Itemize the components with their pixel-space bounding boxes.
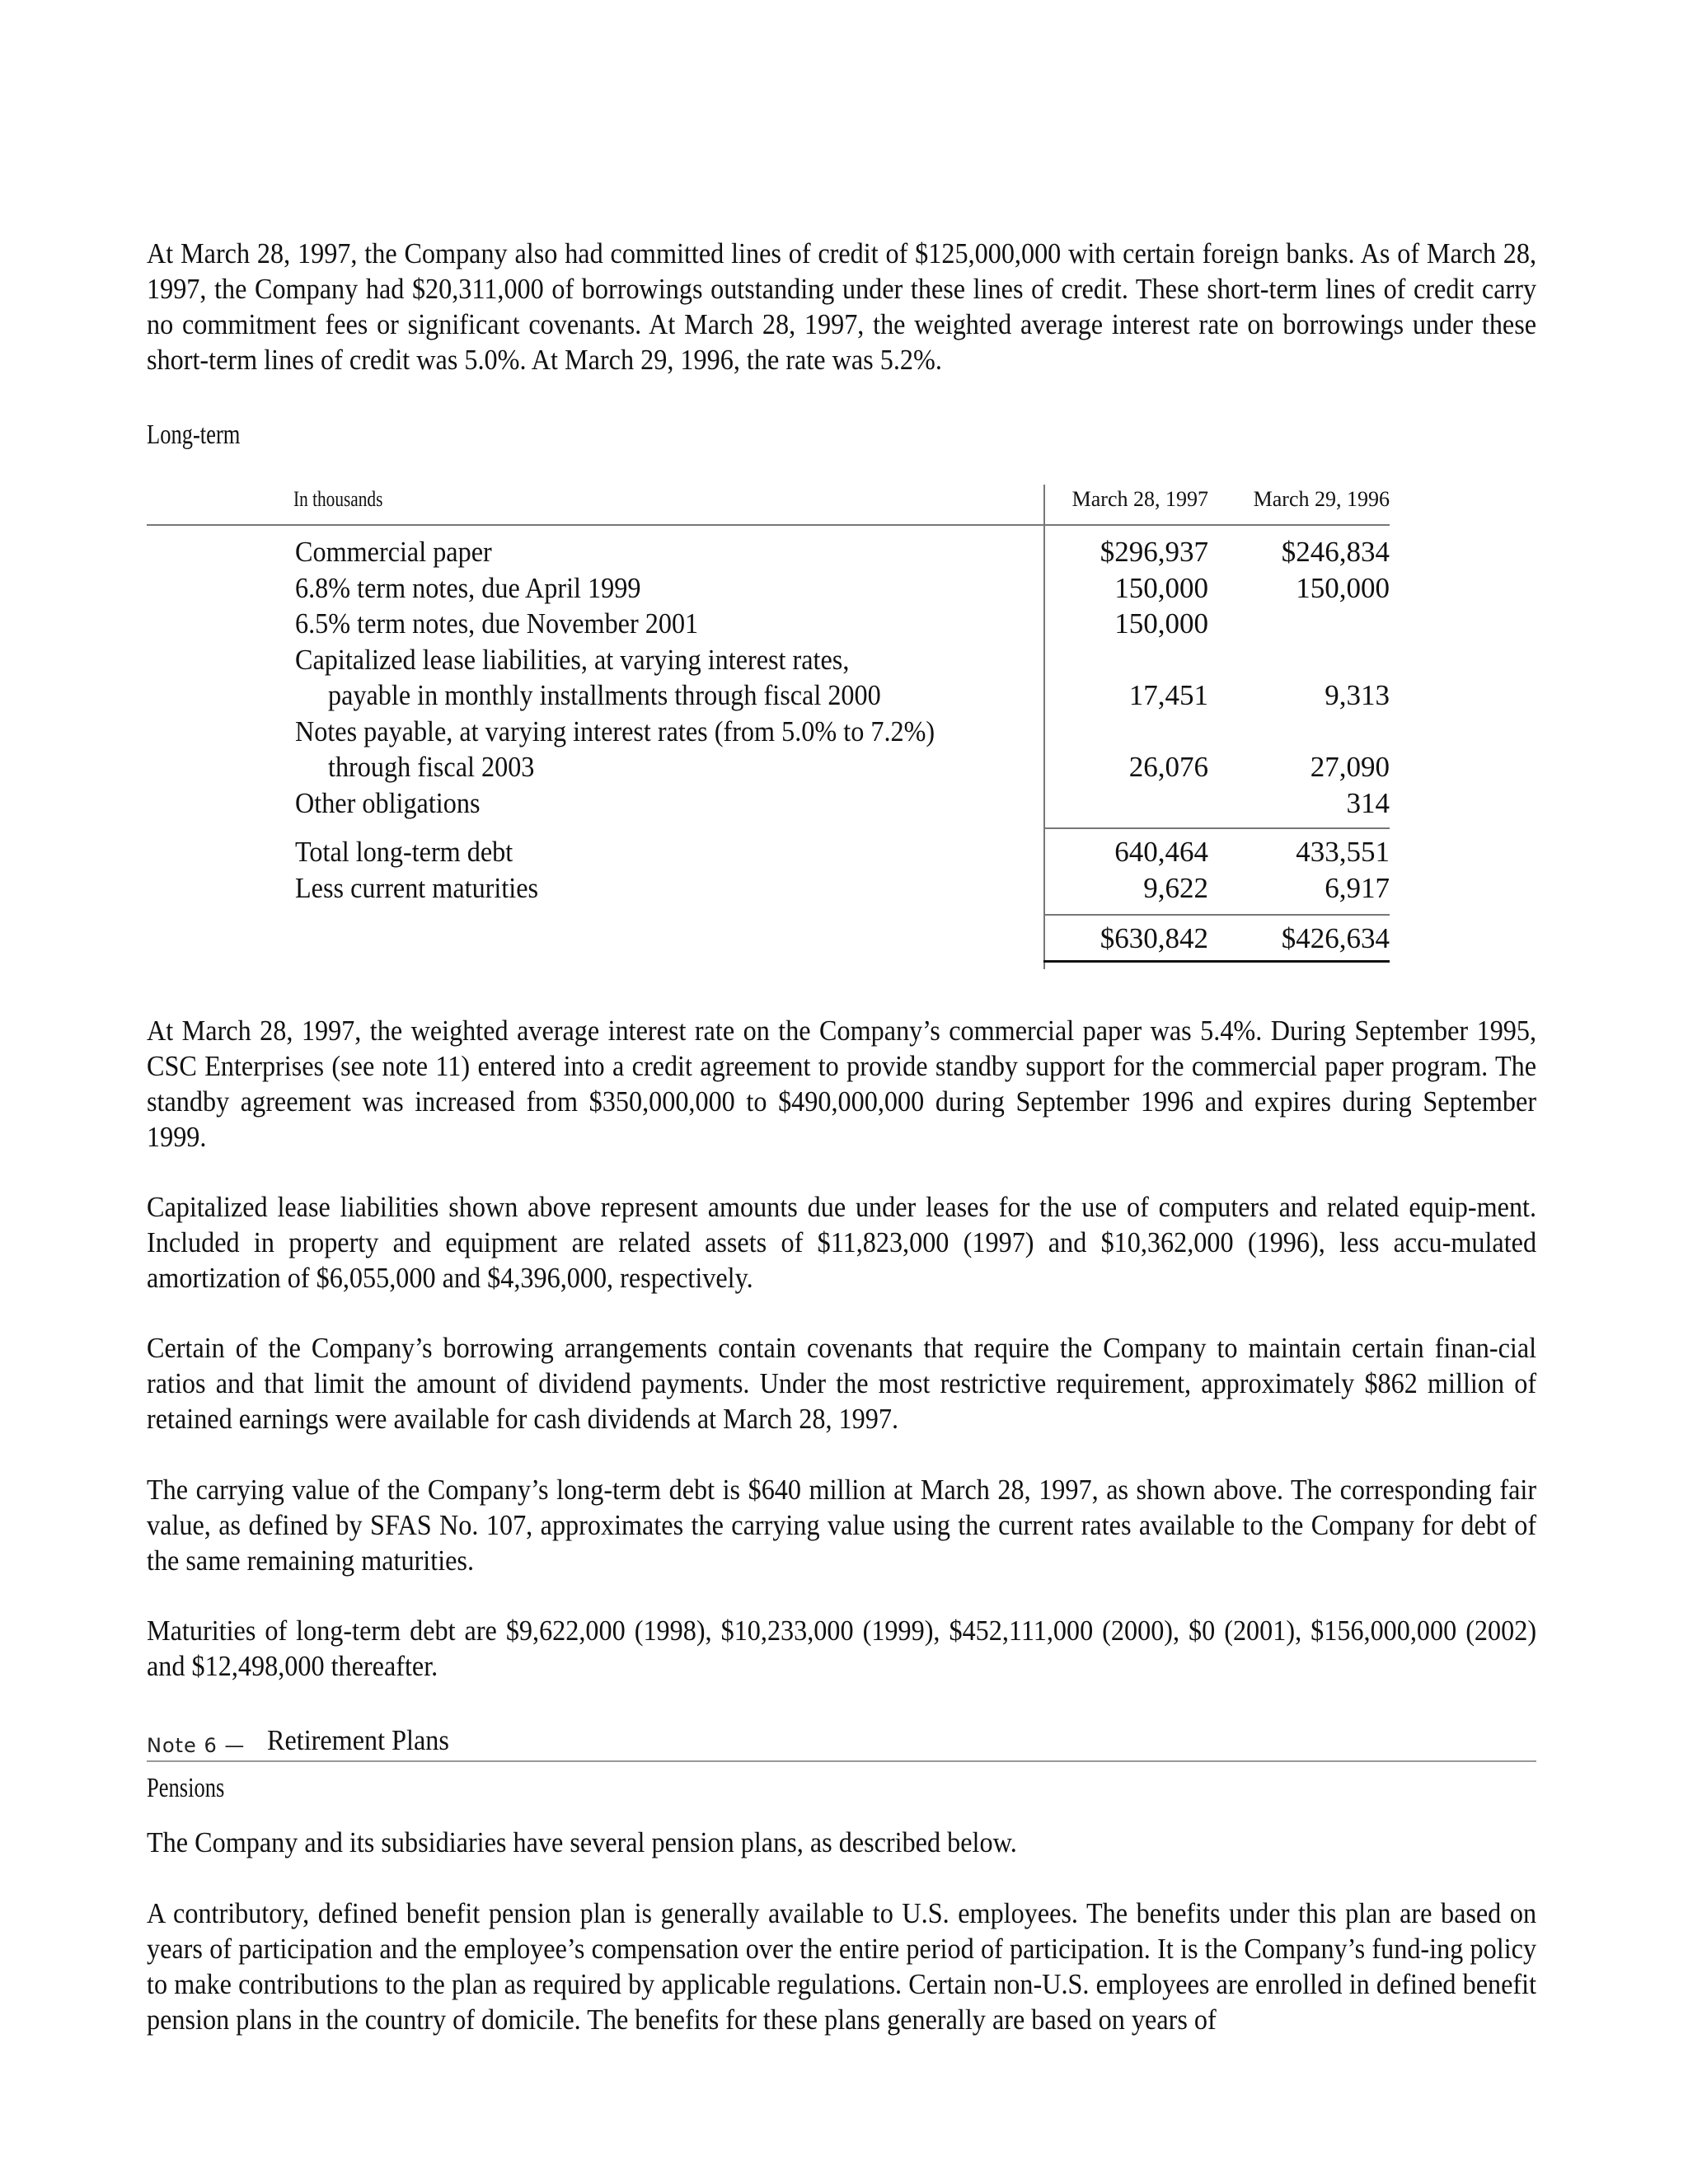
paragraph-pensions-detail: A contributory, defined benefit pension plan is generally available to U.S. employees. The benefits under this plan are based on years of participation and the employee’s compensation over the entire period of participation. It is the Company’s fund-ing policy to make contributions to the plan as required by applicable regulations. Certain non-U.S. employees are enrolled in defined benefit pension plans in the country of domicile. The benefits for these plans generally are based on years of <box>147 1897 1537 2036</box>
note-6-heading <box>147 1724 1536 1762</box>
double-rule <box>1043 960 1390 963</box>
row-value-1996: 9,313 <box>1325 679 1390 711</box>
table-row <box>147 677 1390 714</box>
table-header <box>147 485 1390 526</box>
table-row <box>147 785 1390 822</box>
total-row <box>147 870 1390 907</box>
total-description: Total long-term debt <box>295 836 513 868</box>
unit-label: In thousands <box>293 487 383 511</box>
row-value-1996: $246,834 <box>1281 536 1390 568</box>
row-value-1996: 314 <box>1346 786 1390 819</box>
paragraph-capitalized-lease: Capitalized lease liabilities shown above represent amounts due under leases for the use of computers and related equip-ment. Included in property and equipment are related assets of $11,823,000 (1997) and $10,362,000 (1996), less accu-mulated amortization of $6,055,000 and $4,396,000, respectively. <box>147 1191 1537 1294</box>
paragraph-carrying-value: The carrying value of the Company’s long-term debt is $640 million at March 28, 1997, as shown above. The corresponding fair value, as defined by SFAS No. 107, approximates the carrying value using the current rates available to the Company for debt of the same remaining maturities. <box>147 1474 1537 1577</box>
table-row <box>147 642 1390 678</box>
table-row <box>147 606 1390 642</box>
total-value-1997: 640,464 <box>1114 836 1208 868</box>
net-rule <box>1043 914 1390 916</box>
total-row <box>147 834 1390 870</box>
row-value-1997: 150,000 <box>1114 571 1208 604</box>
row-description: 6.8% term notes, due April 1999 <box>295 571 641 604</box>
table-row <box>147 534 1390 570</box>
column-header-1997: March 28, 1997 <box>1071 487 1208 511</box>
row-description: 6.5% term notes, due November 2001 <box>295 607 699 640</box>
table-row <box>147 749 1390 785</box>
row-value-1997: 17,451 <box>1128 679 1208 711</box>
pensions-heading: Pensions <box>147 1773 225 1803</box>
row-description: Notes payable, at varying interest rates (from 5.0% to 7.2%) <box>295 715 935 748</box>
row-description: Capitalized lease liabilities, at varying interest rates, <box>295 643 850 676</box>
note-number: Note 6 — <box>147 1734 246 1757</box>
total-value-1996: 433,551 <box>1296 836 1390 868</box>
row-value-1997: 150,000 <box>1114 607 1208 640</box>
row-description: Commercial paper <box>295 536 492 568</box>
net-value-1996: $426,634 <box>1281 922 1390 954</box>
paragraph-credit-lines: At March 28, 1997, the Company also had committed lines of credit of $125,000,000 with certain foreign banks. As of March 28, 1997, the Company had $20,311,000 of borrowings outstanding under these lines of credit. These short-term lines of credit carry no commitment fees or significant covenants. At March 28, 1997, the weighted average interest rate on borrowings under these short-term lines of credit was 5.0%. At March 29, 1996, the rate was 5.2%. <box>147 237 1537 376</box>
row-value-1997: 26,076 <box>1128 751 1208 783</box>
long-term-heading: Long-term <box>147 419 241 450</box>
paragraph-covenants: Certain of the Company’s borrowing arrangements contain covenants that require the Company to maintain certain finan-cial ratios and that limit the amount of dividend payments. Under the most restrictive requirement, approximately $862 million of retained earnings were available for cash dividends at March 28, 1997. <box>147 1332 1537 1435</box>
total-value-1997: 9,622 <box>1143 871 1208 904</box>
column-header-1996: March 29, 1996 <box>1253 487 1390 511</box>
paragraph-commercial-paper: At March 28, 1997, the weighted average interest rate on the Company’s commercial paper was 5.4%. During September 1995, CSC Enterprises (see note 11) entered into a credit agreement to provide standby support for the commercial paper program. The standby agreement was increased from $350,000,000 to $490,000,000 during September 1996 and expires during September 1999. <box>147 1015 1537 1153</box>
row-description: through fiscal 2003 <box>328 751 535 783</box>
table-row <box>147 714 1390 750</box>
net-row <box>147 921 1390 957</box>
net-value-1997: $630,842 <box>1100 922 1208 954</box>
table-row <box>147 570 1390 607</box>
note-title: Retirement Plans <box>267 1724 449 1756</box>
row-value-1996: 27,090 <box>1310 751 1390 783</box>
total-value-1996: 6,917 <box>1325 871 1390 904</box>
row-value-1997: $296,937 <box>1100 536 1208 568</box>
row-description: payable in monthly installments through fiscal 2000 <box>328 679 881 711</box>
row-description: Other obligations <box>295 786 481 819</box>
paragraph-pensions-intro: The Company and its subsidiaries have several pension plans, as described below. <box>147 1826 1017 1858</box>
row-value-1996: 150,000 <box>1296 571 1390 604</box>
total-description: Less current maturities <box>295 871 539 904</box>
long-term-debt-table <box>147 485 1390 963</box>
paragraph-maturities: Maturities of long-term debt are $9,622,000 (1998), $10,233,000 (1999), $452,111,000 (2000), $0 (2001), $156,000,000 (2002) and $12,498,000 thereafter. <box>147 1615 1537 1682</box>
subtotal-rule <box>1043 827 1390 829</box>
